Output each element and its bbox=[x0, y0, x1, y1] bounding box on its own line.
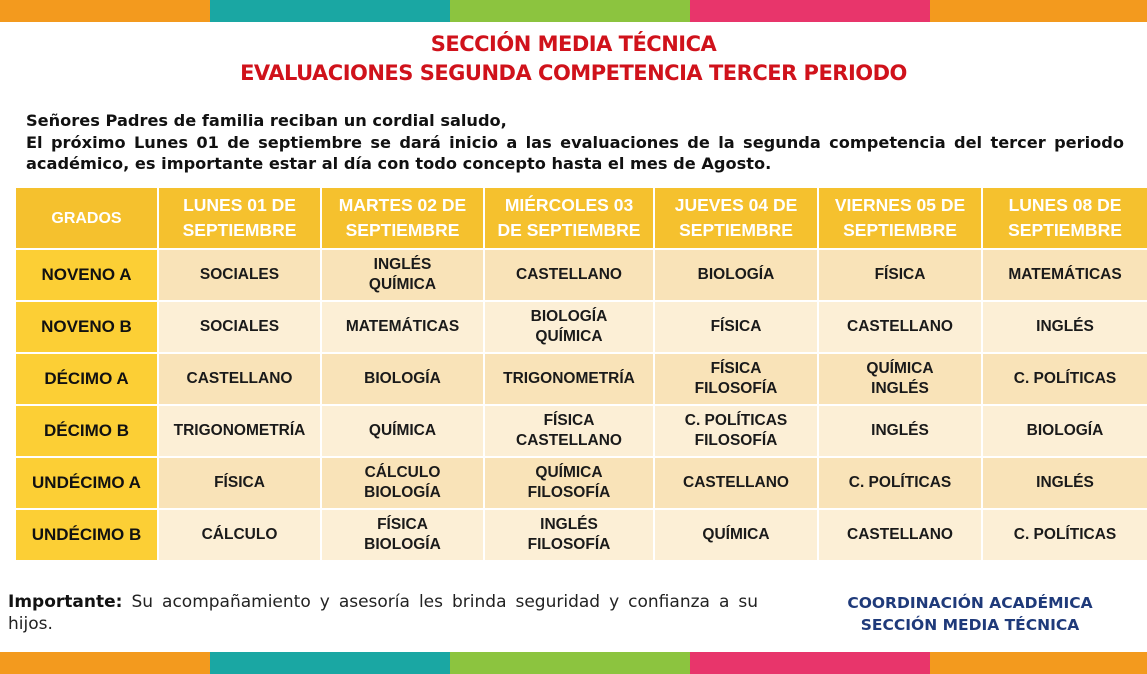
stripe-segment bbox=[450, 652, 690, 674]
subject-name: BIOLOGÍA bbox=[364, 484, 441, 501]
subject-cell bbox=[982, 353, 1147, 405]
table-row bbox=[15, 405, 1147, 457]
table-row bbox=[15, 457, 1147, 509]
bottom-color-stripe bbox=[0, 652, 1147, 674]
subject-name: INGLÉS bbox=[1036, 474, 1094, 491]
important-label: Importante: bbox=[8, 592, 123, 612]
subject-cell bbox=[158, 457, 321, 509]
subject-name: QUÍMICA bbox=[866, 360, 934, 377]
grados-header: GRADOS bbox=[15, 187, 158, 249]
day-header-line: LUNES 08 DE bbox=[1008, 195, 1122, 215]
header-row bbox=[15, 187, 1147, 249]
subject-name: TRIGONOMETRÍA bbox=[173, 422, 306, 439]
subject-cell bbox=[484, 249, 654, 301]
subject-name: FÍSICA bbox=[214, 474, 265, 491]
subject-name: FILOSOFÍA bbox=[527, 536, 611, 553]
subject-cell bbox=[484, 509, 654, 561]
subject-name: QUÍMICA bbox=[535, 328, 603, 345]
subject-name: SOCIALES bbox=[199, 318, 280, 335]
stripe-segment bbox=[0, 0, 210, 22]
subject-name: INGLÉS bbox=[871, 422, 929, 439]
subject-cell bbox=[158, 249, 321, 301]
subject-name: CÁLCULO bbox=[364, 464, 441, 481]
stripe-segment bbox=[690, 652, 930, 674]
subject-cell bbox=[982, 457, 1147, 509]
subject-cell bbox=[484, 301, 654, 353]
subject-name: QUÍMICA bbox=[368, 276, 437, 293]
subject-cell bbox=[158, 301, 321, 353]
top-color-stripe bbox=[0, 0, 1147, 22]
day-header-line: MARTES 02 DE bbox=[338, 195, 467, 215]
signature-line-1: COORDINACIÓN ACADÉMICA bbox=[847, 594, 1093, 612]
day-header bbox=[982, 187, 1147, 249]
day-header-line: MIÉRCOLES 03 bbox=[504, 195, 634, 215]
subject-name: INGLÉS bbox=[871, 380, 929, 397]
subject-cell bbox=[654, 353, 818, 405]
subject-name: INGLÉS bbox=[1036, 318, 1094, 335]
subject-cell bbox=[818, 249, 982, 301]
subject-cell bbox=[818, 405, 982, 457]
subject-name: BIOLOGÍA bbox=[364, 536, 441, 553]
subject-cell bbox=[321, 353, 484, 405]
table-row bbox=[15, 249, 1147, 301]
subject-name: INGLÉS bbox=[373, 256, 432, 273]
subject-cell bbox=[818, 457, 982, 509]
subject-name: BIOLOGÍA bbox=[1026, 422, 1104, 439]
subject-name: INGLÉS bbox=[540, 516, 598, 533]
stripe-segment bbox=[0, 652, 210, 674]
stripe-segment bbox=[690, 0, 930, 22]
day-header bbox=[654, 187, 818, 249]
table-row bbox=[15, 353, 1147, 405]
signature-line-2: SECCIÓN MEDIA TÉCNICA bbox=[860, 616, 1080, 634]
subject-name: QUÍMICA bbox=[535, 464, 603, 481]
subject-cell bbox=[654, 509, 818, 561]
subject-cell bbox=[321, 405, 484, 457]
subject-name: FÍSICA bbox=[377, 516, 428, 533]
grade-cell: NOVENO A bbox=[15, 249, 158, 301]
subject-name: C. POLÍTICAS bbox=[1013, 370, 1117, 387]
subject-name: SOCIALES bbox=[199, 266, 280, 283]
day-header-line: SEPTIEMBRE bbox=[843, 220, 957, 240]
day-header bbox=[484, 187, 654, 249]
subject-cell bbox=[158, 405, 321, 457]
stripe-segment bbox=[450, 0, 690, 22]
grade-cell: UNDÉCIMO B bbox=[15, 509, 158, 561]
greeting: Señores Padres de familia reciban un cordial saludo, bbox=[26, 111, 507, 130]
subject-cell bbox=[158, 353, 321, 405]
subject-name: QUÍMICA bbox=[368, 422, 437, 439]
table-row bbox=[15, 509, 1147, 561]
table-row bbox=[15, 301, 1147, 353]
subject-cell bbox=[654, 405, 818, 457]
day-header-line: SEPTIEMBRE bbox=[345, 220, 460, 240]
day-header-line: SEPTIEMBRE bbox=[679, 220, 793, 240]
subject-name: C. POLÍTICAS bbox=[684, 412, 788, 429]
page-subtitle: EVALUACIONES SEGUNDA COMPETENCIA TERCER PERIODO bbox=[240, 61, 907, 85]
subject-name: CASTELLANO bbox=[516, 432, 622, 449]
subject-name: CASTELLANO bbox=[516, 266, 622, 283]
subject-cell bbox=[818, 353, 982, 405]
subject-cell bbox=[158, 509, 321, 561]
subject-name: FILOSOFÍA bbox=[694, 380, 778, 397]
subject-name: FÍSICA bbox=[874, 266, 926, 283]
grade-cell: DÉCIMO B bbox=[15, 405, 158, 457]
subject-cell bbox=[484, 405, 654, 457]
subject-cell bbox=[484, 457, 654, 509]
subject-name: BIOLOGÍA bbox=[364, 370, 441, 387]
table-body bbox=[15, 249, 1147, 561]
subject-name: FÍSICA bbox=[710, 360, 762, 377]
day-header bbox=[158, 187, 321, 249]
subject-name: FILOSOFÍA bbox=[694, 432, 778, 449]
subject-cell bbox=[321, 301, 484, 353]
intro-text bbox=[26, 110, 1124, 174]
subject-name: FÍSICA bbox=[710, 318, 762, 335]
evaluation-schedule-table bbox=[14, 186, 1147, 562]
subject-name: QUÍMICA bbox=[702, 526, 770, 543]
subject-name: BIOLOGÍA bbox=[697, 266, 775, 283]
intro-body: El próximo Lunes 01 de septiembre se dará inicio a las evaluaciones de la segunda competencia del tercer periodo académico, es importante estar al día con todo concepto hasta el mes de Agosto. bbox=[26, 133, 1124, 173]
subject-name: MATEMÁTICAS bbox=[345, 318, 460, 335]
subject-cell bbox=[818, 301, 982, 353]
subject-cell bbox=[484, 353, 654, 405]
subject-name: MATEMÁTICAS bbox=[1008, 266, 1122, 283]
subject-name: FÍSICA bbox=[543, 412, 595, 429]
subject-cell bbox=[654, 249, 818, 301]
stripe-segment bbox=[930, 652, 1147, 674]
subject-name: CASTELLANO bbox=[847, 526, 953, 543]
subject-name: CÁLCULO bbox=[201, 526, 278, 543]
subject-name: FILOSOFÍA bbox=[527, 484, 611, 501]
grade-cell: NOVENO B bbox=[15, 301, 158, 353]
subject-cell bbox=[818, 509, 982, 561]
day-header-line: SEPTIEMBRE bbox=[182, 220, 297, 240]
subject-name: CASTELLANO bbox=[683, 474, 789, 491]
day-header bbox=[818, 187, 982, 249]
day-header-line: LUNES 01 DE bbox=[183, 195, 296, 215]
subject-cell bbox=[982, 249, 1147, 301]
subject-cell bbox=[321, 509, 484, 561]
stripe-segment bbox=[210, 0, 450, 22]
subject-cell bbox=[654, 457, 818, 509]
signature bbox=[820, 592, 1120, 636]
subject-cell bbox=[982, 405, 1147, 457]
stripe-segment bbox=[930, 0, 1147, 22]
subject-name: C. POLÍTICAS bbox=[848, 474, 952, 491]
subject-name: C. POLÍTICAS bbox=[1013, 526, 1117, 543]
important-note bbox=[8, 591, 758, 635]
subject-cell bbox=[321, 457, 484, 509]
subject-cell bbox=[982, 301, 1147, 353]
important-text: Su acompañamiento y asesoría les brinda seguridad y confianza a su hijos. bbox=[8, 592, 758, 634]
subject-name: CASTELLANO bbox=[186, 370, 293, 387]
day-header-line: SEPTIEMBRE bbox=[1008, 220, 1122, 240]
stripe-segment bbox=[210, 652, 450, 674]
subject-cell bbox=[654, 301, 818, 353]
day-header-line: VIERNES 05 DE bbox=[834, 195, 966, 215]
subject-name: BIOLOGÍA bbox=[530, 308, 608, 325]
subject-name: TRIGONOMETRÍA bbox=[503, 370, 635, 387]
day-header-line: DE SEPTIEMBRE bbox=[497, 220, 641, 240]
page-title: SECCIÓN MEDIA TÉCNICA bbox=[430, 32, 717, 56]
table-header bbox=[15, 187, 1147, 249]
day-header-line: JUEVES 04 DE bbox=[674, 195, 798, 215]
day-header bbox=[321, 187, 484, 249]
subject-cell bbox=[321, 249, 484, 301]
grade-cell: DÉCIMO A bbox=[15, 353, 158, 405]
grade-cell: UNDÉCIMO A bbox=[15, 457, 158, 509]
subject-cell bbox=[982, 509, 1147, 561]
subject-name: CASTELLANO bbox=[847, 318, 953, 335]
